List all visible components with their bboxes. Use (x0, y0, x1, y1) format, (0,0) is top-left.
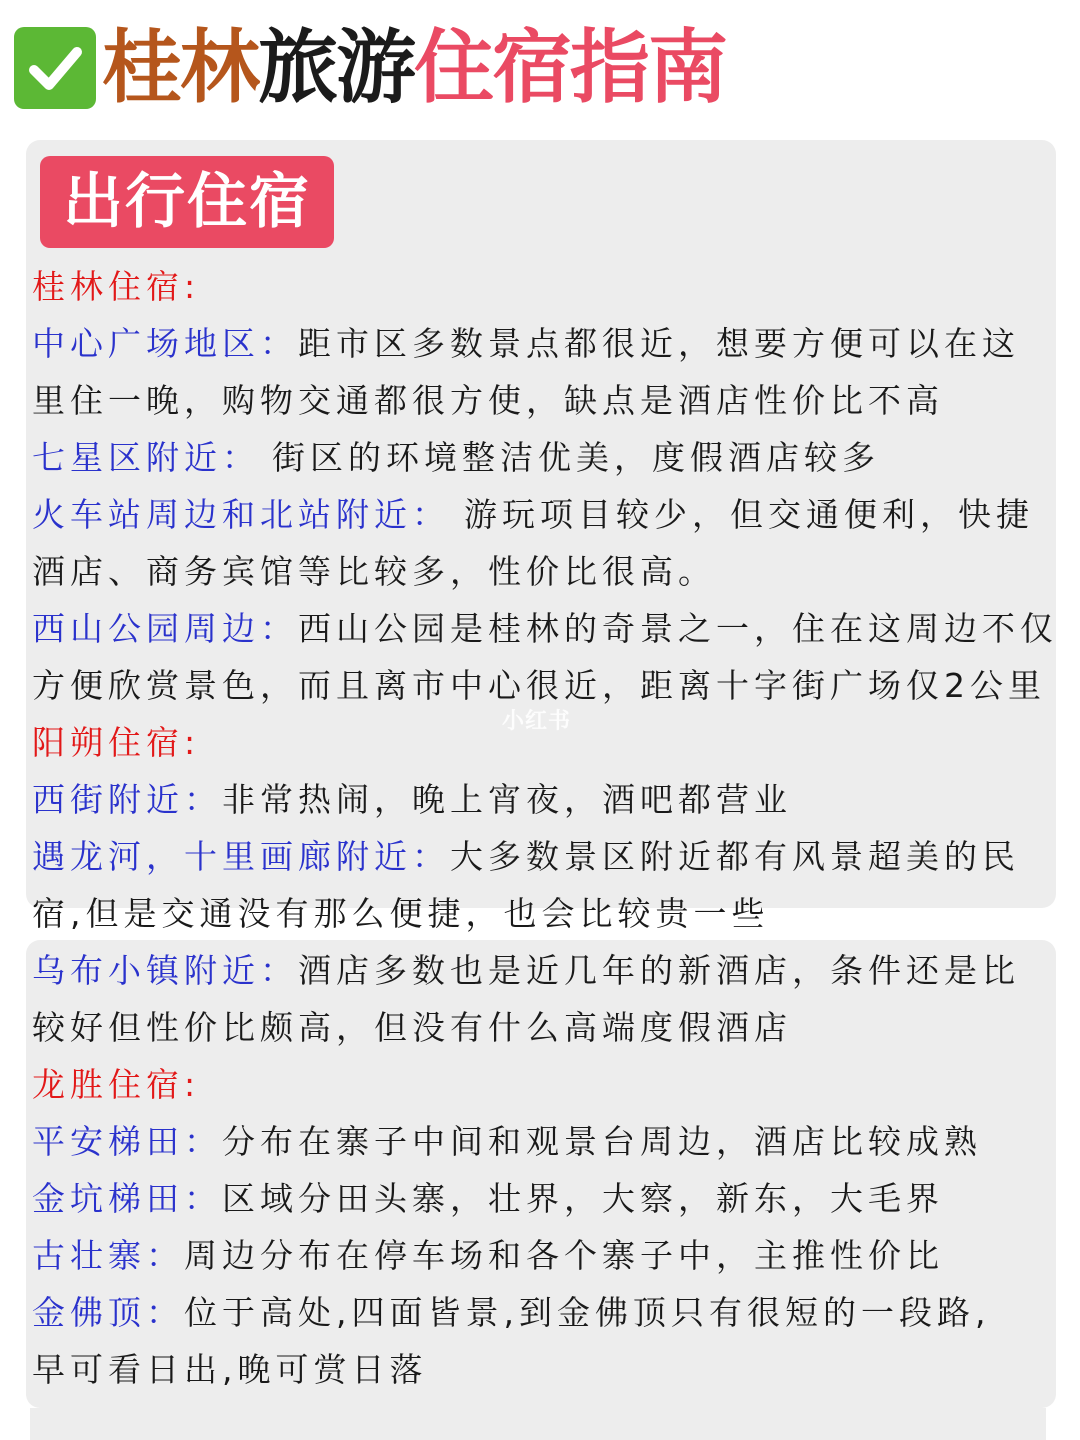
place-description: 酒店多数也是近几年的新酒店，条件还是比 (298, 951, 1020, 990)
lodging-content (32, 258, 1062, 1398)
title-part-lodging-guide: 住宿指南 (414, 21, 726, 114)
place-label: 西街附近： (32, 780, 222, 819)
place-description: 酒店、商务宾馆等比较多，性价比很高。 (32, 552, 716, 591)
place-label: 火车站周边和北站附近： (32, 495, 450, 534)
place-description: 西山公园是桂林的奇景之一，住在这周边不仅 (298, 609, 1058, 648)
place-description: 位于高处,四面皆景,到金佛顶只有很短的一段路, (184, 1293, 991, 1332)
place-description: 较好但性价比颇高，但没有什么高端度假酒店 (32, 1008, 792, 1047)
place-description: 里住一晚，购物交通都很方使，缺点是酒店性价比不高 (32, 381, 944, 420)
place-description: 游玩项目较少，但交通便利，快捷 (464, 495, 1034, 534)
place-description: 街区的环境整洁优美，度假酒店较多 (272, 438, 880, 477)
watermark: 小红书 (502, 709, 572, 734)
place-label: 西山公园周边： (32, 609, 298, 648)
place-label: 中心广场地区： (32, 324, 298, 363)
place-label: 古壮寨： (32, 1236, 184, 1275)
place-label: 金坑梯田： (32, 1179, 222, 1218)
place-description: 非常热闹，晚上宵夜，酒吧都营业 (222, 780, 792, 819)
place-description: 分布在寨子中间和观景台周边，酒店比较成熟 (222, 1122, 982, 1161)
place-description: 区域分田头寨，壮界，大察，新东，大毛界 (222, 1179, 944, 1218)
place-description: 方便欣赏景色，而且离市中心很近，距离十字街广场仅2公里 (32, 666, 1046, 705)
page-title (102, 22, 726, 114)
region-title-yangshuo: 阳朔住宿: (32, 723, 201, 762)
place-label: 平安梯田： (32, 1122, 222, 1161)
place-label: 七星区附近： (32, 438, 260, 477)
place-description: 早可看日出,晚可赏日落 (32, 1350, 428, 1389)
place-description: 周边分布在停车场和各个寨子中，主推性价比 (184, 1236, 944, 1275)
region-title-guilin: 桂林住宿: (32, 267, 201, 306)
content-card-bottom-strip (30, 1408, 1046, 1440)
region-title-longsheng: 龙胜住宿: (32, 1065, 201, 1104)
title-part-travel: 旅游 (258, 21, 414, 114)
check-mark-icon (14, 27, 96, 109)
place-label: 乌布小镇附近： (32, 951, 298, 990)
place-description: 距市区多数景点都很近，想要方便可以在这 (298, 324, 1020, 363)
section-badge: 出行住宿 (40, 156, 334, 248)
place-description: 宿,但是交通没有那么便捷，也会比较贵一些 (32, 894, 770, 933)
page-header (14, 22, 726, 114)
place-label: 遇龙河，十里画廊附近： (32, 837, 450, 876)
place-description: 大多数景区附近都有风景超美的民 (450, 837, 1020, 876)
place-label: 金佛顶： (32, 1293, 184, 1332)
title-part-guilin: 桂林 (102, 21, 258, 114)
